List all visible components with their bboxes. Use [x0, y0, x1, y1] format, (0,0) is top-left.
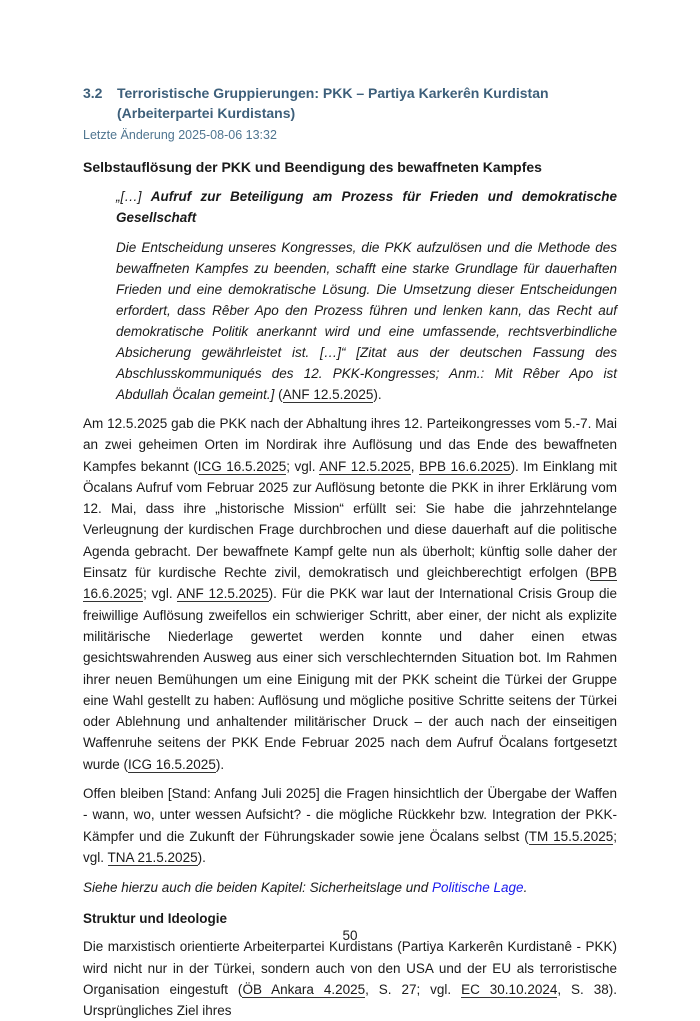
source-link[interactable]: ANF 12.5.2025: [176, 586, 269, 602]
cross-reference-note: Siehe hierzu auch die beiden Kapitel: Sicherheitslage und Politische Lage.: [83, 880, 528, 896]
section-title: Terroristische Gruppierungen: PKK – Partiya Karkerên Kurdistan (Arbeiterpartei Kurdistans): [117, 85, 549, 121]
paragraph-dissolution: Am 12.5.2025 gab die PKK nach der Abhaltung ihres 12. Parteikongresses vom 5.-7. Mai an zwei geheimen Orten im Nordirak ihre Auflösung und das Ende des bewaffneten Kampfes bekannt (ICG 16.5.2025; vgl. ANF 12.5.2025, BPB 16.6.2025). Im Einklang mit Öcalans Aufruf vom Februar 2025 zur Auflösung betonte die PKK in ihrer Erklärung vom 12. Mai, dass ihre „historische Mission“ erfüllt sei: Sie habe die jahrzehntelange Verleugnung der kurdischen Frage durchbrochen und diese dauerhaft auf die politische Agenda gebracht. Der bewaffnete Kampf gelte nun als überholt; künftig solle daher der Einsatz für kurdische Rechte zivil, demokratisch und gleichberechtigt erfolgen (BPB 16.6.2025; vgl. ANF 12.5.2025). Für die PKK war laut der International Crisis Group die freiwillige Auflösung zweifellos ein schwieriger Schritt, aber einer, der nicht als explizite militärische Niederlage gewertet werden konnte und daher einen etwas gesichtswahrenden Ausweg aus einer sich verschlechternden Situation bot. Im Rahmen ihrer neuen Bemühungen um eine Einigung mit der PKK scheint die Türkei der Gruppe eine Wahl gestellt zu haben: Auflösung und mögliche positive Schritte seitens der Türkei oder Ablehnung und anhaltender militärischer Druck – der auch nach der einseitigen Waffenruhe seitens der PKK Ende Februar 2025 nach dem Aufruf Öcalans fortgesetzt wurde (ICG 16.5.2025).: [83, 416, 618, 772]
source-link[interactable]: ICG 16.5.2025: [197, 458, 287, 474]
quote-text: Die Entscheidung unseres Kongresses, die PKK aufzulösen und die Methode des bewaffneten Kampfes zu beenden, schafft eine starke Grundlage für dauerhaften Frieden und eine demokratische Lösung. Die Umsetzung dieser Entscheidungen erfordert, dass Rêber Apo den Prozess führen und lenken kann, das Recht auf demokratische Politik anerkannt wird und eine umfassende, rechtsverbindliche Absicherung gewährleistet ist. […]“ [Zitat aus der deutschen Fassung des Abschlusskommuniqués des 12. PKK-Kongresses; Anm.: Mit Rêber Apo ist Abdullah Öcalan gemeint.] (ANF 12.5.2025).: [116, 240, 617, 402]
section-number: 3.2: [83, 85, 103, 101]
source-link[interactable]: ANF 12.5.2025: [282, 387, 374, 402]
document-page: [83, 83, 617, 1021]
blockquote: [116, 186, 617, 405]
source-link[interactable]: ÖB Ankara 4.2025: [242, 981, 366, 997]
source-link[interactable]: TM 15.5.2025: [528, 828, 614, 844]
paragraph-open-questions: Offen bleiben [Stand: Anfang Juli 2025] die Fragen hinsichtlich der Übergabe der Waffen - wann, wo, unter wessen Aufsicht? - die mögliche Rückkehr bzw. Integration der PKK-Kämpfer und die Zukunft der Führungskader sowie jene Öcalans selbst (TM 15.5.2025; vgl. TNA 21.5.2025).: [83, 786, 617, 865]
subsection-heading-structure: Struktur und Ideologie: [83, 911, 227, 927]
source-link[interactable]: ICG 16.5.2025: [128, 756, 216, 772]
source-link[interactable]: ANF 12.5.2025: [319, 458, 411, 474]
paragraph-structure: Die marxistisch orientierte Arbeiterpartei Kurdistans (Partiya Karkerên Kurdistanê - PKK) wird nicht nur in der Türkei, sondern auch von den USA und der EU als terroristische Organisation eingestuft (ÖB Ankara 4.2025, S. 27; vgl. EC 30.10.2024, S. 38). Ursprüngliches Ziel ihres: [83, 939, 617, 1019]
source-link[interactable]: BPB 16.6.2025: [83, 565, 617, 602]
page-number: 50: [342, 928, 358, 943]
source-link[interactable]: TNA 21.5.2025: [107, 849, 198, 865]
section-heading: [83, 83, 617, 123]
source-link[interactable]: BPB 16.6.2025: [419, 458, 511, 474]
last-modified: Letzte Änderung 2025-08-06 13:32: [83, 128, 277, 142]
politische-lage-link[interactable]: Politische Lage: [432, 880, 524, 896]
quote-heading: „[…] Aufruf zur Beteiligung am Prozess für Frieden und demokratische Gesellschaft: [116, 189, 617, 225]
subsection-heading-dissolution: Selbstauflösung der PKK und Beendigung des bewaffneten Kampfes: [83, 159, 542, 175]
source-link[interactable]: EC 30.10.2024: [461, 981, 558, 997]
